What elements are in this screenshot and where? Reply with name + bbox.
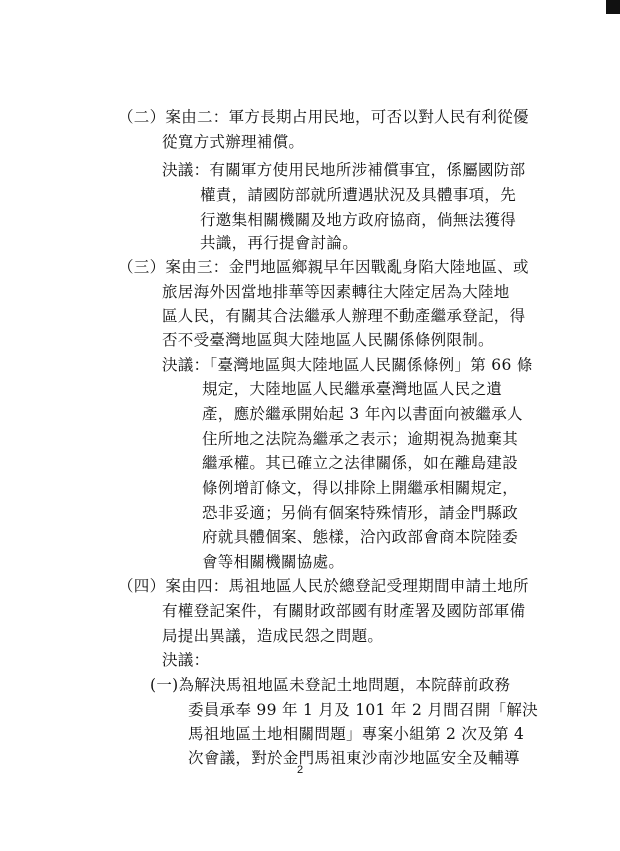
case3-title-line-4: 否不受臺灣地區與大陸地區人民關係條例限制。 (162, 331, 494, 349)
scan-edge-mark (606, 0, 620, 14)
page-number: 2 (297, 764, 304, 776)
case4-resolution-label: 決議： (162, 651, 210, 669)
case2-resolution-line-1: 決議：有關軍方使用民地所涉補償事宜，係屬國防部 (162, 161, 526, 179)
case3-resolution-line-6: 條例增訂條文，得以排除上開繼承相關規定， (202, 479, 519, 497)
case3-resolution-line-2: 規定，大陸地區人民繼承臺灣地區人民之遺 (202, 380, 503, 398)
case4-item1-line-4: 次會議，對於金門馬祖東沙南沙地區安全及輔導 (188, 749, 520, 767)
case3-title-line-1: （三）案由三：金門地區鄉親早年因戰亂身陷大陸地區、或 (118, 258, 529, 276)
case3-resolution-line-9: 會等相關機關協處。 (202, 553, 345, 571)
case4-item1-line-3: 馬祖地區土地相關問題」專案小組第 2 次及第 4 (188, 725, 525, 743)
case2-resolution-line-4: 共識，再行提會討論。 (200, 234, 359, 252)
case3-resolution-line-7: 恐非妥適；另倘有個案特殊情形，請金門縣政 (202, 504, 519, 522)
case3-resolution-line-4: 住所地之法院為繼承之表示；逾期視為拋棄其 (202, 430, 519, 448)
case4-title-line-3: 局提出異議，造成民怨之問題。 (162, 627, 384, 645)
case2-title-line-1: （二）案由二：軍方長期占用民地，可否以對人民有利從優 (118, 108, 529, 126)
case3-resolution-line-3: 產，應於繼承開始起 3 年內以書面向被繼承人 (202, 405, 523, 423)
case4-item1-line-2: 委員承奉 99 年 1 月及 101 年 2 月間召開「解決 (188, 701, 538, 719)
case3-resolution-line-1: 決議：「臺灣地區與大陸地區人民關係條例」第 66 條 (162, 356, 533, 374)
case3-title-line-3: 區人民，有關其合法繼承人辦理不動產繼承登記，得 (162, 307, 526, 325)
case3-resolution-line-5: 繼承權。其已確立之法律關係，如在離島建設 (202, 454, 519, 472)
case4-title-line-1: （四）案由四：馬祖地區人民於總登記受理期間申請土地所 (118, 577, 529, 595)
case2-resolution-line-3: 行邀集相關機關及地方政府協商，倘無法獲得 (200, 211, 517, 229)
case2-resolution-line-2: 權責，請國防部就所遭遇狀況及具體事項，先 (200, 186, 517, 204)
case2-title-line-2: 從寬方式辦理補償。 (162, 133, 305, 151)
case4-title-line-2: 有權登記案件，有關財政部國有財產署及國防部軍備 (162, 602, 526, 620)
case3-title-line-2: 旅居海外因當地排華等因素轉往大陸定居為大陸地 (162, 283, 510, 301)
case4-item1-line-1: (一)為解決馬祖地區未登記土地問題，本院薛前政務 (150, 676, 511, 694)
case3-resolution-line-8: 府就具體個案、態樣，洽內政部會商本院陸委 (202, 528, 519, 546)
